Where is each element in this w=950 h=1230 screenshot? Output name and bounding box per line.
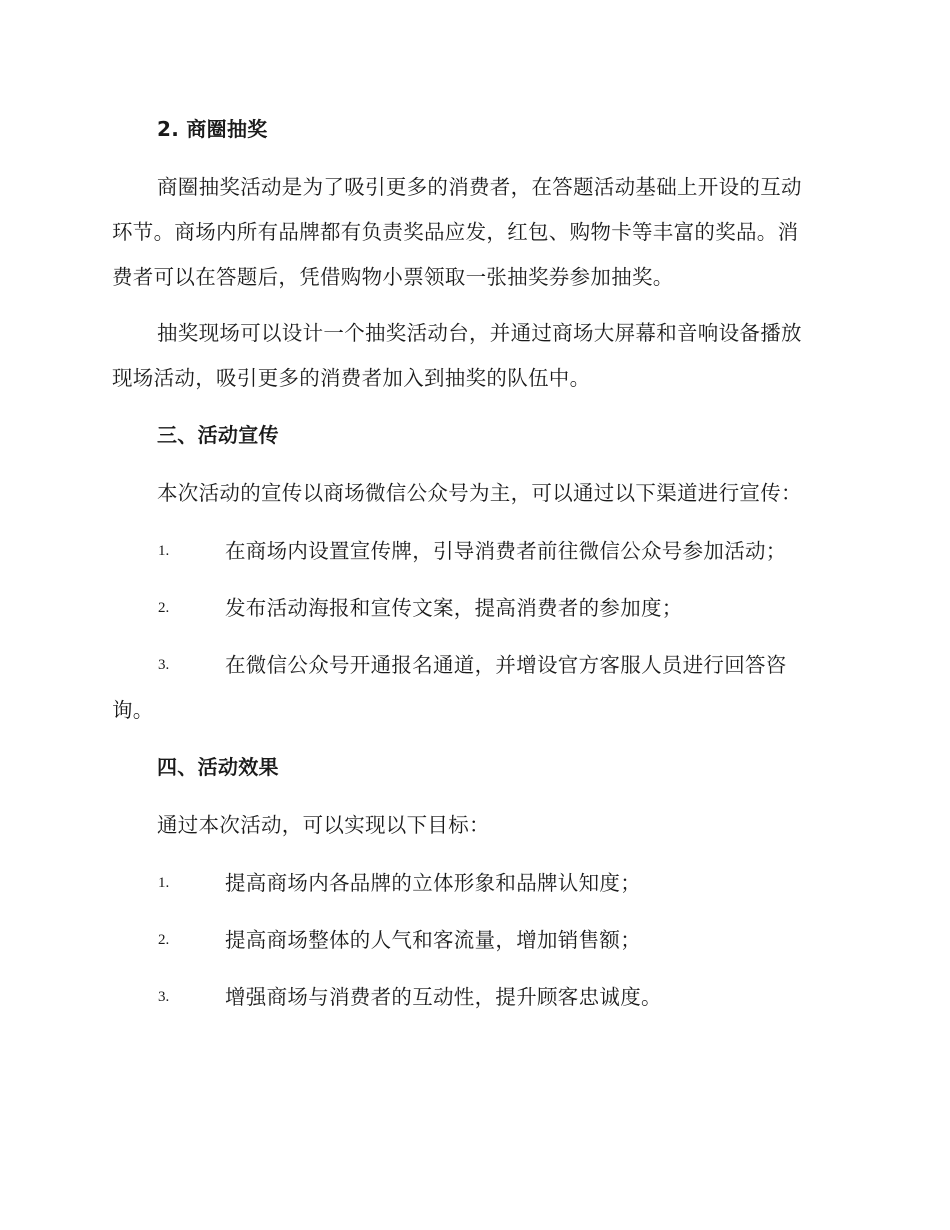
list-item-text-continued: 询。	[112, 698, 154, 722]
promotion-intro: 本次活动的宣传以商场微信公众号为主，可以通过以下渠道进行宣传：	[157, 481, 802, 505]
section-heading-lottery: 2. 商圈抽奖	[157, 117, 268, 141]
lottery-para2-line1: 抽奖现场可以设计一个抽奖活动台，并通过商场大屏幕和音响设备播放	[157, 321, 802, 345]
lottery-para1-line3: 费者可以在答题后，凭借购物小票领取一张抽奖券参加抽奖。	[112, 265, 674, 289]
list-item-number: 2.	[158, 932, 170, 948]
list-item-number: 1.	[158, 543, 170, 559]
list-item-text: 增强商场与消费者的互动性，提升顾客忠诚度。	[225, 985, 662, 1009]
list-item-text: 提高商场内各品牌的立体形象和品牌认知度；	[225, 871, 641, 895]
lottery-para1-line2: 环节。商场内所有品牌都有负责奖品应发，红包、购物卡等丰富的奖品。消	[112, 220, 799, 244]
list-item-text: 提高商场整体的人气和客流量，增加销售额；	[225, 928, 641, 952]
list-item-text: 在微信公众号开通报名通道，并增设官方客服人员进行回答咨	[225, 653, 787, 677]
list-item-number: 3.	[158, 989, 170, 1005]
list-item-number: 2.	[158, 600, 170, 616]
list-item-number: 1.	[158, 875, 170, 891]
section-heading-promotion: 三、活动宣传	[157, 423, 279, 447]
lottery-para1-line1: 商圈抽奖活动是为了吸引更多的消费者，在答题活动基础上开设的互动	[157, 175, 802, 199]
section-heading-effect: 四、活动效果	[157, 755, 279, 779]
effect-intro: 通过本次活动，可以实现以下目标：	[157, 813, 490, 837]
list-item-number: 3.	[158, 657, 170, 673]
list-item-text: 发布活动海报和宣传文案，提高消费者的参加度；	[225, 596, 683, 620]
list-item-text: 在商场内设置宣传牌，引导消费者前往微信公众号参加活动；	[225, 539, 787, 563]
lottery-para2-line2: 现场活动，吸引更多的消费者加入到抽奖的队伍中。	[112, 366, 591, 390]
